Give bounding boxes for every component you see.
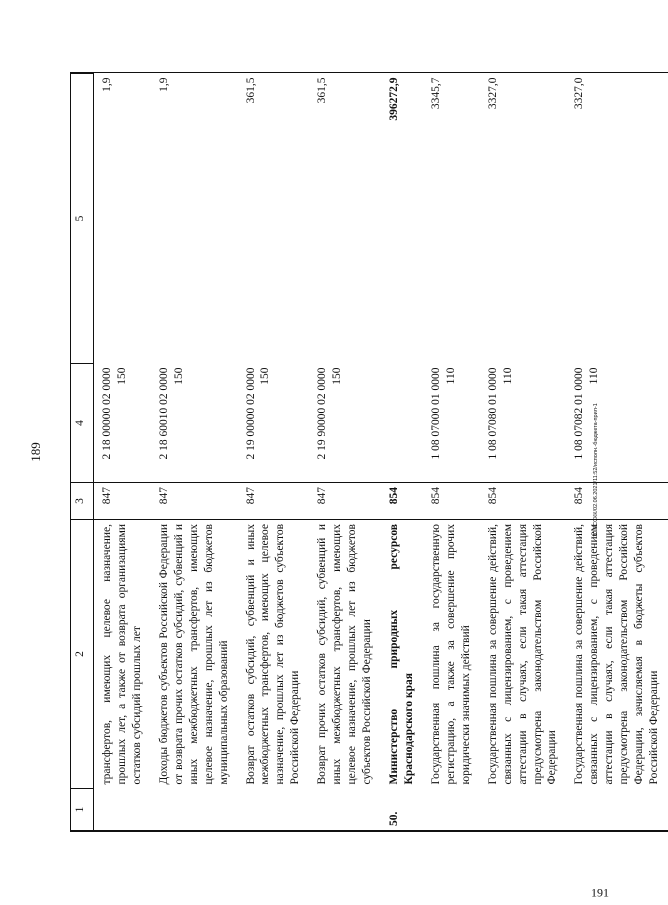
row-name: трансфертов, имеющих целевое назначение, прошлых лет, а также от возврата организациями остатков субсидий прошлых лет	[101, 524, 143, 785]
row-number	[480, 789, 567, 831]
row-sum: 1,9	[101, 77, 113, 92]
page-number-bottom: 191	[591, 885, 609, 900]
row-number	[94, 789, 151, 831]
row-sum: 3345,7	[429, 77, 442, 110]
row-name: Государственная пошлина за совершение действий, связанных с лицензированием, с проведением аттестации в случаях, если такая аттестация предусмотрена законодательством Российской Федерации, зачисляемая в бюджеты субъектов Российской Федерации	[573, 524, 661, 785]
row-admin-code: 847	[309, 483, 381, 520]
table-frame	[70, 72, 668, 832]
row-number	[238, 789, 310, 831]
row-admin-code: 854	[480, 483, 567, 520]
row-name: Возврат прочих остатков субсидий, субвенций и иных межбюджетных трансфертов, имеющих целевое назначение, прошлых лет из бюджетов субъектов Российской Федерации	[316, 524, 374, 785]
table-row	[566, 74, 668, 831]
header-col-3: 3	[71, 483, 94, 520]
row-kbk-code: 1 08 07082 01 0000 110	[566, 364, 668, 483]
row-number	[151, 789, 238, 831]
row-name: Министерство природных ресурсов Краснодарского края	[388, 524, 415, 785]
table-row	[151, 74, 238, 831]
header-col-4: 4	[71, 364, 94, 483]
table-row	[381, 74, 423, 831]
row-name: Возврат остатков субсидий, субвенций и иных межбюджетных трансфертов, имеющих целевое назначение, прошлых лет из бюджетов субъектов Российской Федерации	[244, 524, 302, 785]
row-sum: 396272,9	[388, 77, 400, 121]
document-stamp: 20 ЗССКК/02.06.2021/11:52/исполн.-бюджета-прил-1	[593, 403, 599, 537]
table-row	[238, 74, 310, 831]
row-number	[309, 789, 381, 831]
row-name: Доходы бюджетов субъектов Российской Федерации от возврата прочих остатков субсидий, субвенций и иных межбюджетных трансфертов, имеющих целевое назначение, прошлых лет из бюджетов муниципальных образований	[157, 524, 230, 785]
row-number	[566, 789, 668, 831]
table-row	[94, 74, 151, 831]
row-admin-code: 854	[423, 483, 480, 520]
table-body	[94, 74, 668, 831]
table-row	[309, 74, 381, 831]
row-admin-code: 854	[566, 483, 668, 520]
row-kbk-code: 2 18 00000 02 0000 150	[94, 364, 151, 483]
row-kbk-code: 1 08 07000 01 0000 110	[423, 364, 480, 483]
row-admin-code: 847	[238, 483, 310, 520]
row-sum: 1,9	[157, 77, 170, 92]
table-row	[423, 74, 480, 831]
row-name: Государственная пошлина за совершение действий, связанных с лицензированием, с проведением аттестации в случаях, если такая аттестация предусмотрена законодательством Российской Федерации	[486, 524, 559, 785]
table-row	[480, 74, 567, 831]
header-col-5: 5	[71, 74, 94, 364]
row-kbk-code: 2 19 90000 02 0000 150	[309, 364, 381, 483]
budget-table	[70, 73, 668, 831]
row-kbk-code: 2 19 00000 02 0000 150	[238, 364, 310, 483]
row-number: 50.	[388, 811, 400, 826]
row-sum: 361,5	[316, 77, 329, 104]
row-name: Государственная пошлина за государственную регистрацию, а также за совершение прочих юридически значимых действий	[429, 524, 472, 785]
row-sum: 361,5	[244, 77, 257, 104]
row-sum: 3327,0	[486, 77, 499, 110]
row-number	[423, 789, 480, 831]
page-number-top: 189	[28, 442, 43, 462]
row-kbk-code: 2 18 60010 02 0000 150	[151, 364, 238, 483]
row-kbk-code	[381, 364, 423, 483]
row-sum: 3327,0	[573, 77, 586, 110]
row-admin-code: 847	[151, 483, 238, 520]
row-kbk-code: 1 08 07080 01 0000 110	[480, 364, 567, 483]
table-header-row	[71, 74, 94, 831]
row-admin-code: 854	[381, 483, 423, 520]
header-col-2: 2	[71, 520, 94, 789]
header-col-1: 1	[71, 789, 94, 831]
row-admin-code: 847	[94, 483, 151, 520]
